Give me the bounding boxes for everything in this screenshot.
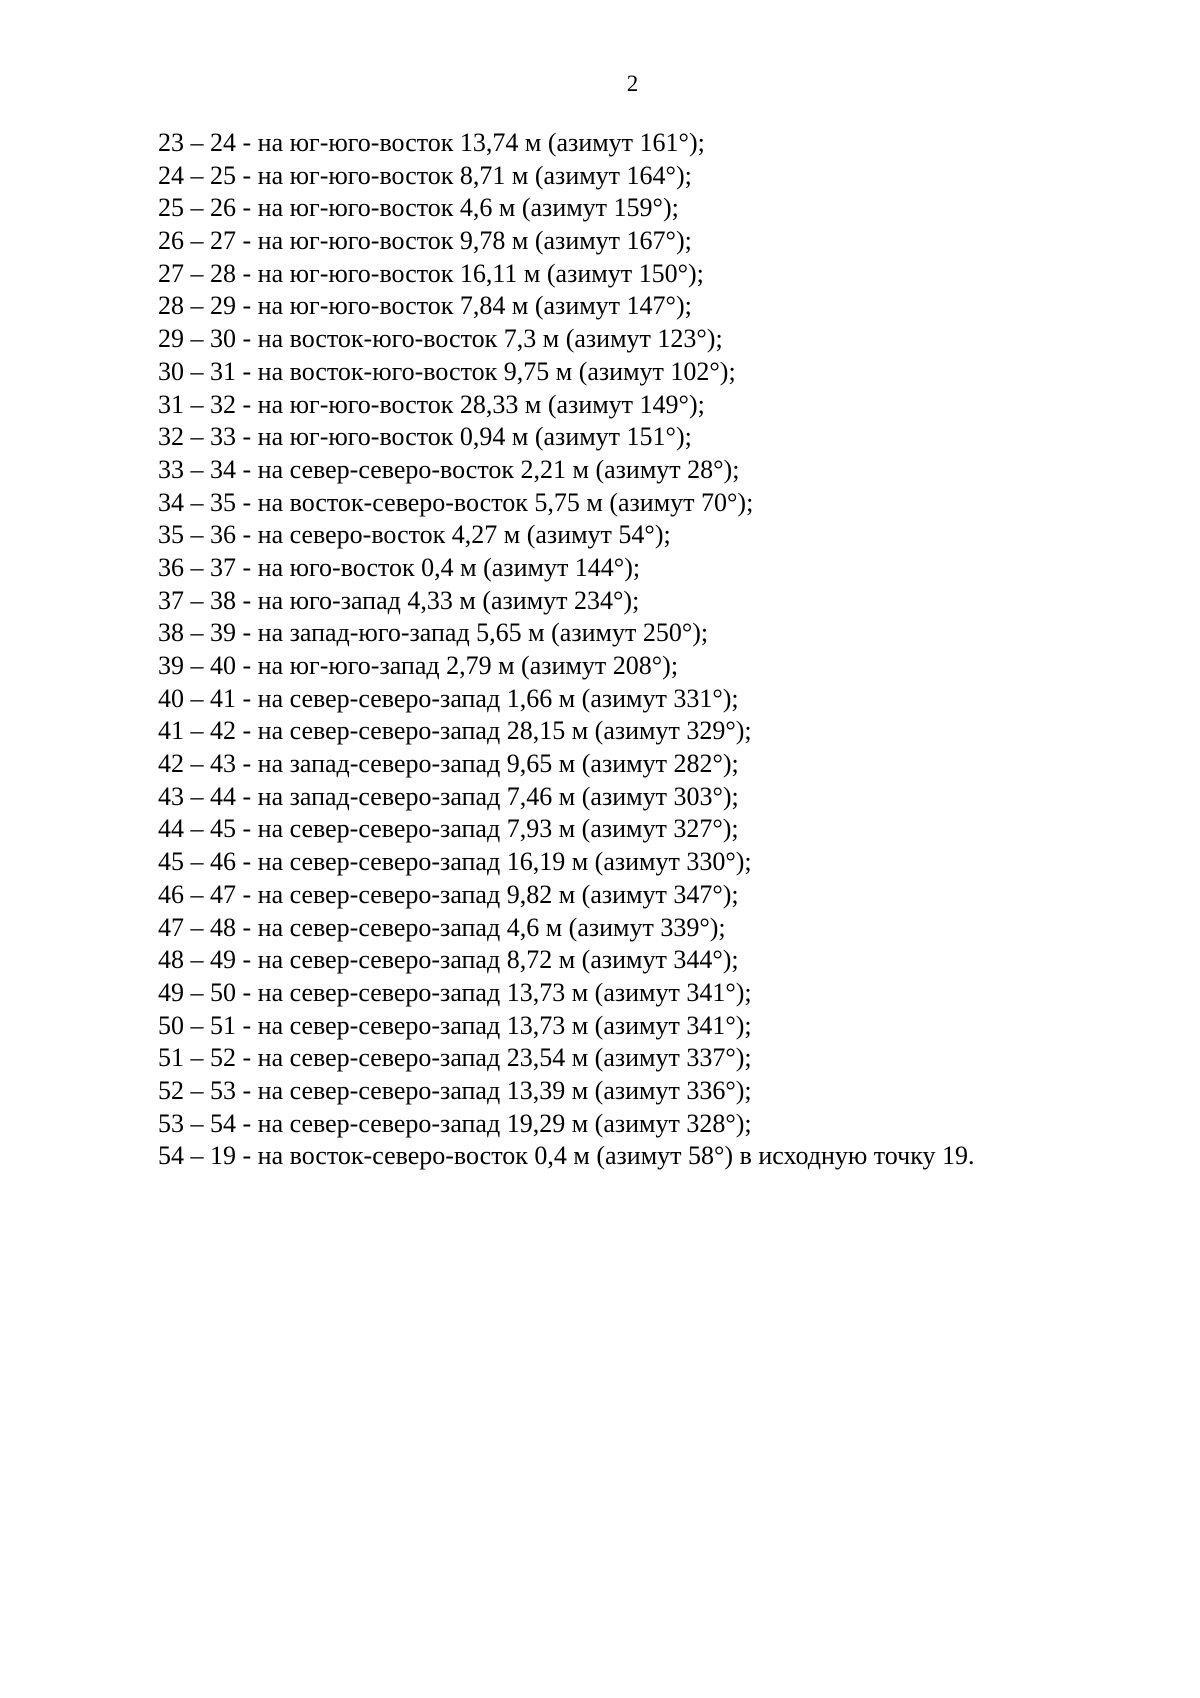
boundary-line: 47 – 48 - на север-северо-запад 4,6 м (азимут 339°); <box>158 912 726 942</box>
boundary-line: 52 – 53 - на север-северо-запад 13,39 м (азимут 336°); <box>158 1075 752 1105</box>
boundary-line: 51 – 52 - на север-северо-запад 23,54 м (азимут 337°); <box>158 1043 752 1073</box>
boundary-line: 41 – 42 - на север-северо-запад 28,15 м (азимут 329°); <box>158 716 752 746</box>
boundary-line: 35 – 36 - на северо-восток 4,27 м (азимут 54°); <box>158 520 671 550</box>
boundary-line: 39 – 40 - на юг-юго-запад 2,79 м (азимут 208°); <box>158 651 679 680</box>
page-number: 2 <box>626 71 639 96</box>
boundary-line: 53 – 54 - на север-северо-запад 19,29 м (азимут 328°); <box>158 1108 752 1138</box>
boundary-line: 46 – 47 - на север-северо-запад 9,82 м (азимут 347°); <box>158 879 739 909</box>
boundary-line: 33 – 34 - на север-северо-восток 2,21 м (азимут 28°); <box>158 454 740 484</box>
boundary-line: 43 – 44 - на запад-северо-запад 7,46 м (азимут 303°); <box>158 781 739 811</box>
boundary-line: 26 – 27 - на юг-юго-восток 9,78 м (азимут 167°); <box>158 226 692 256</box>
boundary-line: 49 – 50 - на север-северо-запад 13,73 м (азимут 341°); <box>158 977 752 1007</box>
boundary-line: 45 – 46 - на север-северо-запад 16,19 м (азимут 330°); <box>158 847 752 877</box>
boundary-line: 25 – 26 - на юг-юго-восток 4,6 м (азимут 159°); <box>158 193 679 223</box>
boundary-line: 24 – 25 - на юг-юго-восток 8,71 м (азимут 164°); <box>158 160 692 190</box>
boundary-line: 29 – 30 - на восток-юго-восток 7,3 м (азимут 123°); <box>158 324 723 354</box>
boundary-line: 44 – 45 - на север-северо-запад 7,93 м (азимут 327°); <box>158 814 739 844</box>
boundary-line: 38 – 39 - на запад-юго-запад 5,65 м (азимут 250°); <box>158 618 709 648</box>
boundary-description-list <box>158 127 1158 1173</box>
boundary-line: 32 – 33 - на юг-юго-восток 0,94 м (азимут 151°); <box>158 422 692 452</box>
boundary-line: 42 – 43 - на запад-северо-запад 9,65 м (азимут 282°); <box>158 749 739 779</box>
boundary-line: 23 – 24 - на юг-юго-восток 13,74 м (азимут 161°); <box>158 128 705 157</box>
boundary-line-final: 54 – 19 - на восток-северо-восток 0,4 м (азимут 58°) в исходную точку 19. <box>158 1141 975 1171</box>
boundary-line: 34 – 35 - на восток-северо-восток 5,75 м (азимут 70°); <box>158 487 754 517</box>
boundary-line: 30 – 31 - на восток-юго-восток 9,75 м (азимут 102°); <box>158 356 736 386</box>
boundary-line: 36 – 37 - на юго-восток 0,4 м (азимут 144°); <box>158 552 641 582</box>
boundary-line: 37 – 38 - на юго-запад 4,33 м (азимут 234°); <box>158 585 640 615</box>
boundary-line: 27 – 28 - на юг-юго-восток 16,11 м (азимут 150°); <box>158 258 704 288</box>
boundary-line: 31 – 32 - на юг-юго-восток 28,33 м (азимут 149°); <box>158 389 705 419</box>
boundary-line: 28 – 29 - на юг-юго-восток 7,84 м (азимут 147°); <box>158 291 692 321</box>
boundary-line: 50 – 51 - на север-северо-запад 13,73 м (азимут 341°); <box>158 1010 752 1040</box>
boundary-line: 40 – 41 - на север-северо-запад 1,66 м (азимут 331°); <box>158 683 739 713</box>
boundary-line: 48 – 49 - на север-северо-запад 8,72 м (азимут 344°); <box>158 945 739 975</box>
